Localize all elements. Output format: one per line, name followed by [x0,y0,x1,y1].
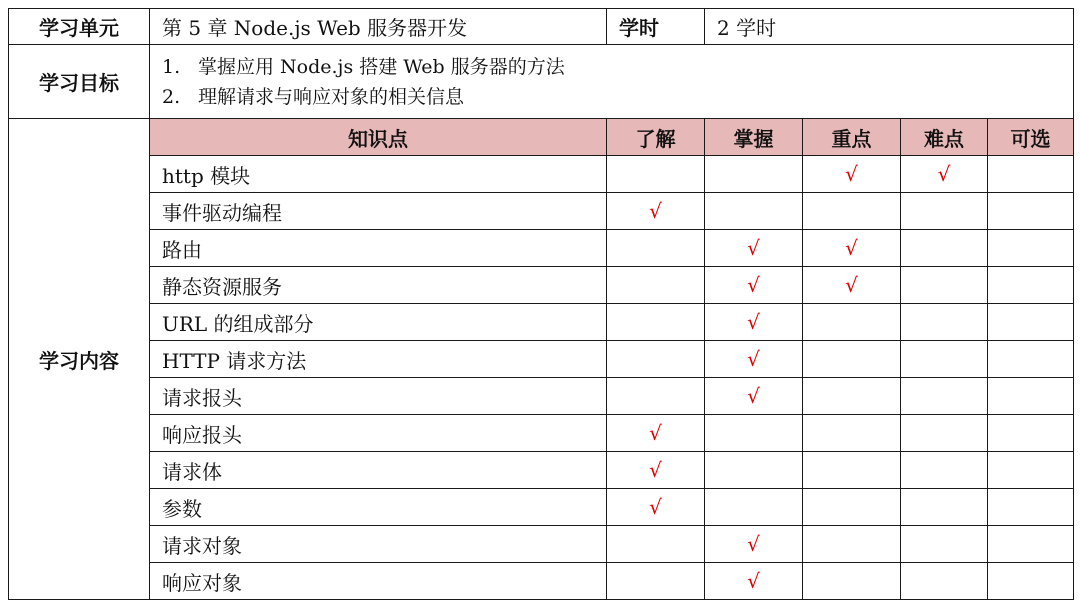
check-cell-difficult [901,267,988,304]
knowledge-point-name: 路由 [150,230,607,267]
check-cell-key [803,304,901,341]
goals-row [9,45,1074,119]
check-cell-key: √ [803,156,901,193]
check-cell-difficult [901,230,988,267]
check-cell-difficult [901,378,988,415]
table-row [9,193,1074,230]
check-cell-key [803,193,901,230]
check-cell-optional [988,304,1074,341]
goal-item [162,82,1061,112]
check-cell-master [705,156,803,193]
syllabus-table [8,8,1074,600]
check-cell-understand [607,304,705,341]
check-cell-optional [988,489,1074,526]
check-cell-key [803,489,901,526]
check-cell-understand: √ [607,489,705,526]
check-cell-understand: √ [607,193,705,230]
check-cell-master [705,193,803,230]
check-cell-difficult [901,526,988,563]
check-cell-understand [607,526,705,563]
col-key: 重点 [803,119,901,156]
knowledge-point-name: 响应报头 [150,415,607,452]
check-cell-difficult: √ [901,156,988,193]
check-cell-optional [988,156,1074,193]
check-cell-master: √ [705,526,803,563]
goal-number: 2. [162,85,181,108]
hours-label: 学时 [607,9,705,45]
content-label: 学习内容 [9,119,150,600]
check-cell-understand: √ [607,452,705,489]
knowledge-header-row [9,119,1074,156]
knowledge-point-name: 请求对象 [150,526,607,563]
check-cell-optional [988,267,1074,304]
check-cell-understand [607,230,705,267]
check-cell-understand [607,378,705,415]
goal-item [162,52,1061,82]
goal-text: 掌握应用 Node.js 搭建 Web 服务器的方法 [198,55,565,78]
check-cell-optional [988,452,1074,489]
check-cell-optional [988,378,1074,415]
check-cell-optional [988,341,1074,378]
check-cell-difficult [901,452,988,489]
check-cell-understand [607,341,705,378]
knowledge-point-name: URL 的组成部分 [150,304,607,341]
col-optional: 可选 [988,119,1074,156]
table-row [9,563,1074,600]
check-cell-key [803,378,901,415]
check-cell-key: √ [803,267,901,304]
check-cell-optional [988,563,1074,600]
check-cell-master: √ [705,378,803,415]
col-difficult: 难点 [901,119,988,156]
goal-text: 理解请求与响应对象的相关信息 [198,85,465,108]
check-cell-optional [988,193,1074,230]
unit-label: 学习单元 [9,9,150,45]
check-cell-understand [607,267,705,304]
unit-value: 第 5 章 Node.js Web 服务器开发 [150,9,607,45]
check-cell-master: √ [705,230,803,267]
knowledge-point-name: 响应对象 [150,563,607,600]
knowledge-point-name: 静态资源服务 [150,267,607,304]
check-cell-optional [988,526,1074,563]
table-row [9,230,1074,267]
table-row [9,489,1074,526]
check-cell-difficult [901,489,988,526]
check-cell-difficult [901,563,988,600]
knowledge-point-name: 参数 [150,489,607,526]
table-row [9,526,1074,563]
check-cell-master: √ [705,267,803,304]
table-row [9,452,1074,489]
knowledge-point-name: 事件驱动编程 [150,193,607,230]
check-cell-difficult [901,341,988,378]
table-row [9,267,1074,304]
check-cell-master [705,489,803,526]
check-cell-optional [988,415,1074,452]
table-row [9,378,1074,415]
goals-label: 学习目标 [9,45,150,119]
hours-value: 2 学时 [705,9,1074,45]
table-row [9,341,1074,378]
table-row [9,415,1074,452]
check-cell-understand [607,156,705,193]
check-cell-master [705,415,803,452]
check-cell-master [705,452,803,489]
goals-list [150,45,1074,119]
check-cell-key [803,563,901,600]
col-understand: 了解 [607,119,705,156]
check-cell-difficult [901,415,988,452]
col-knowledge-point: 知识点 [150,119,607,156]
check-cell-master: √ [705,341,803,378]
check-cell-key [803,452,901,489]
check-cell-master: √ [705,304,803,341]
check-cell-understand [607,563,705,600]
check-cell-difficult [901,193,988,230]
check-cell-key: √ [803,230,901,267]
knowledge-point-name: http 模块 [150,156,607,193]
check-cell-difficult [901,304,988,341]
check-cell-key [803,415,901,452]
knowledge-point-name: HTTP 请求方法 [150,341,607,378]
goal-number: 1. [162,55,181,78]
check-cell-key [803,341,901,378]
check-cell-understand: √ [607,415,705,452]
table-row [9,304,1074,341]
table-row [9,156,1074,193]
knowledge-point-name: 请求体 [150,452,607,489]
unit-row [9,9,1074,45]
col-master: 掌握 [705,119,803,156]
check-cell-master: √ [705,563,803,600]
knowledge-point-name: 请求报头 [150,378,607,415]
check-cell-optional [988,230,1074,267]
check-cell-key [803,526,901,563]
